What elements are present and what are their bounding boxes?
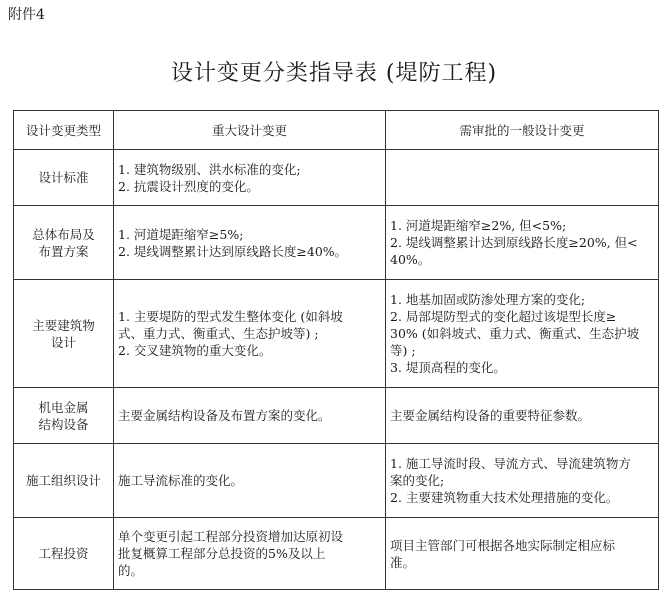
row-type-cell (14, 388, 114, 444)
general-change-line: 等) ; (390, 343, 416, 358)
row-type-line: 布置方案 (38, 243, 89, 259)
general-change-cell (386, 280, 659, 388)
table-row (14, 444, 659, 518)
row-type-line: 主要建筑物 (32, 317, 95, 333)
major-change-line: 2. 交叉建筑物的重大变化。 (118, 343, 272, 358)
row-type-cell (14, 206, 114, 280)
general-change-cell (386, 206, 659, 280)
major-change-cell (114, 206, 386, 280)
table-row (14, 206, 659, 280)
general-change-line: 1. 施工导流时段、导流方式、导流建筑物方 (390, 456, 631, 471)
general-change-line: 1. 河道堤距缩窄≥2%, 但<5%; (390, 218, 567, 233)
major-change-cell (114, 388, 386, 444)
general-change-cell (386, 388, 659, 444)
page-title: 设计变更分类指导表 (堤防工程) (170, 61, 498, 86)
table-row (14, 150, 659, 206)
major-change-cell (114, 518, 386, 590)
design-change-table (13, 110, 659, 590)
major-change-line: 单个变更引起工程部分投资增加达原初设 (118, 529, 344, 544)
attachment-label: 附件4 (8, 7, 45, 23)
general-change-line: 30% (如斜坡式、重力式、衡重式、生态护坡 (390, 326, 640, 341)
general-change-line: 主要金属结构设备的重要特征参数。 (390, 408, 591, 423)
table-row (14, 518, 659, 590)
general-change-cell (386, 518, 659, 590)
major-change-line: 2. 抗震设计烈度的变化。 (118, 178, 259, 194)
general-change-line: 40%。 (390, 252, 431, 267)
general-change-line: 项目主管部门可根据各地实际制定相应标 (390, 537, 616, 553)
table-row (14, 280, 659, 388)
row-type-line: 设计 (50, 334, 76, 350)
row-type-line: 结构设备 (38, 416, 89, 432)
row-type-line: 施工组织设计 (25, 473, 101, 488)
row-type-cell (14, 444, 114, 518)
major-change-line: 式、重力式、衡重式、生态护坡等) ; (118, 326, 319, 341)
row-type-cell (14, 518, 114, 590)
general-change-cell (386, 150, 659, 206)
general-change-cell (386, 444, 659, 518)
general-change-line: 准。 (390, 554, 416, 570)
column-header-major: 重大设计变更 (114, 111, 386, 150)
row-type-line: 设计标准 (38, 170, 89, 185)
major-change-line: 施工导流标准的变化。 (118, 473, 244, 488)
major-change-line: 1. 主要堤防的型式发生整体变化 (如斜坡 (118, 309, 343, 324)
major-change-line: 主要金属结构设备及布置方案的变化。 (118, 408, 331, 423)
column-header-general: 需审批的一般设计变更 (386, 111, 659, 150)
row-type-line: 总体布局及 (32, 226, 95, 242)
column-header-type: 设计变更类型 (14, 111, 114, 150)
major-change-cell (114, 280, 386, 388)
row-type-cell (14, 280, 114, 388)
general-change-line: 1. 地基加固或防渗处理方案的变化; (390, 292, 586, 307)
general-change-line: 2. 堤线调整累计达到原线路长度≥20%, 但< (390, 235, 638, 250)
general-change-line: 3. 堤顶高程的变化。 (390, 360, 506, 375)
major-change-line: 批复概算工程部分总投资的5%及以上 (118, 546, 326, 561)
general-change-line: 2. 局部堤防型式的变化超过该堤型长度≥ (390, 309, 617, 324)
major-change-cell (114, 444, 386, 518)
major-change-cell (114, 150, 386, 206)
major-change-line: 1. 建筑物级别、洪水标准的变化; (118, 161, 301, 177)
row-type-line: 机电金属 (38, 399, 89, 415)
major-change-line: 2. 堤线调整累计达到原线路长度≥40%。 (118, 243, 348, 259)
row-type-line: 工程投资 (38, 546, 89, 561)
major-change-line: 1. 河道堤距缩窄≥5%; (118, 226, 244, 242)
table-header-row (14, 111, 659, 150)
general-change-line: 案的变化; (390, 473, 445, 488)
major-change-line: 的。 (118, 563, 144, 578)
table-row (14, 388, 659, 444)
row-type-cell (14, 150, 114, 206)
general-change-line: 2. 主要建筑物重大技术处理措施的变化。 (390, 490, 619, 505)
